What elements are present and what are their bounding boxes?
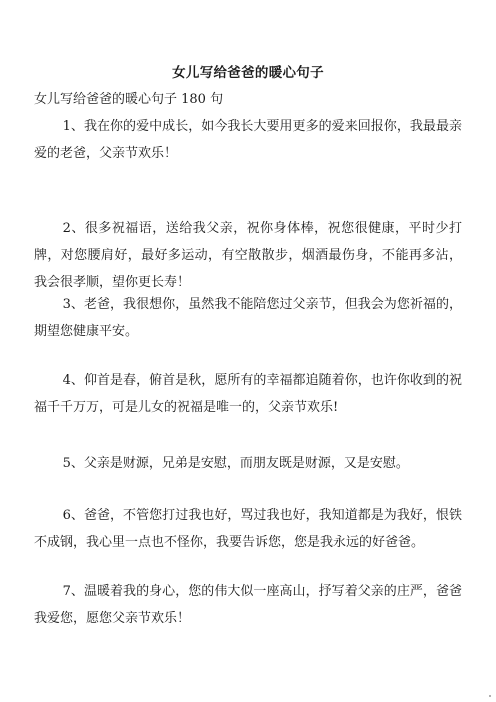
paragraph-3: 3、老爸，我很想你，虽然我不能陪您过父亲节，但我会为您祈福的，期望您健康平安。 <box>34 297 462 339</box>
document-subtitle: 女儿写给爸爸的暖心句子 180 句 <box>34 92 224 107</box>
paragraph-5: 5、父亲是财源，兄弟是安慰，而朋友既是财源，又是安慰。 <box>62 456 409 471</box>
paragraph-4: 4、仰首是春，俯首是秋，愿所有的幸福都追随着你，也许你收到的祝福千千万万，可是儿女的祝福是唯一的，父亲节欢乐! <box>34 373 462 415</box>
corner-dot-mark <box>489 695 491 697</box>
paragraph-7: 7、温暖着我的身心，您的伟大似一座高山，抒写着父亲的庄严，爸爸我爱您，愿您父亲节欢乐！ <box>34 584 462 626</box>
document-title: 女儿写给爸爸的暖心句子 <box>172 65 324 81</box>
paragraph-1: 1、我在你的爱中成长，如今我长大要用更多的爱来回报你，我最最亲爱的老爸，父亲节欢乐！ <box>34 119 462 161</box>
paragraph-2: 2、很多祝福语，送给我父亲，祝你身体棒，祝您很健康，平时少打牌，对您腰肩好，最好多运动，有空散散步，烟酒最伤身，不能再多沾，我会很孝顺，望你更长寿！ <box>34 221 462 290</box>
paragraph-6: 6、爸爸，不管您打过我也好，骂过我也好，我知道都是为我好，恨铁不成钢，我心里一点也不怪你，我要告诉您，您是我永远的好爸爸。 <box>34 508 462 550</box>
